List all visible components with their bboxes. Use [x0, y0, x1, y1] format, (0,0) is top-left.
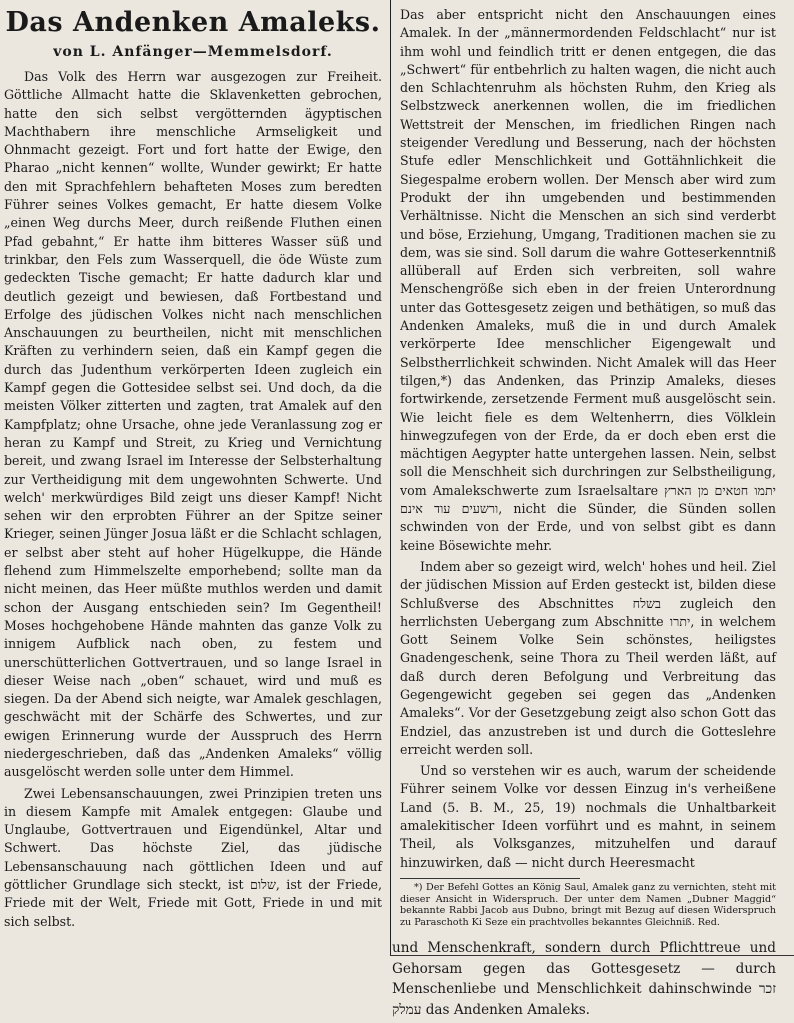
- paragraph: Zwei Lebensanschauungen, zwei Prinzipien treten uns in diesem Kampfe mit Amalek entgegen: Glaube und Unglaube, Gottvertrauen und Eigendünkel, Altar und Schwert. Das höchste Ziel, das jüdische Lebensanschauung nach göttlichen Ideen und auf göttlicher Grundlage sich steckt, ist שלום, ist der Friede, Friede mit der Welt, Friede mit Gott, Friede in und mit sich selbst.: [4, 785, 382, 929]
- article-title: Das Andenken Amaleks.: [5, 7, 381, 38]
- footnote-rule: [400, 878, 580, 879]
- left-column: [4, 6, 382, 931]
- footnote: *) Der Befehl Gottes an König Saul, Amalek ganz zu vernichten, steht mit dieser Ansicht in Widerspruch. Der unter dem Namen „Dubner Maggid“ bekannte Rabbi Jacob aus Dubno, bringt mit Bezug auf diesen Widerspruch zu Paraschoth Ki Seze ein prachtvolles bekanntes Gleichniß. Red.: [400, 881, 776, 928]
- article-continuation: und Menschenkraft, sondern durch Pflichttreue und Gehorsam gegen das Gottesgesetz — durch Menschenliebe und Menschlichkeit dahinschwinde זכר עמלק das Andenken Amaleks.: [392, 940, 776, 1018]
- paragraph: Und so verstehen wir es auch, warum der scheidende Führer seinem Volke vor dessen Einzug in's verheißene Land (5. B. M., 25, 19) nochmals die Unhaltbarkeit amalekitischer Ideen vorführt und es mahnt, in seinem Theil, als Volksganzes, mitzuhelfen und darauf hinzuwirken, daß — nicht durch Heeresmacht: [400, 763, 776, 870]
- paragraph: Das Volk des Herrn war ausgezogen zur Freiheit. Göttliche Allmacht hatte die Sklavenketten gebrochen, hatte den sich selbst vergötternden ägyptischen Machthabern ihre menschliche Armseligkeit und Ohnmacht gezeigt. Fort und fort hatte der Ewige, den Pharao „nicht kennen“ wollte, Wunder gewirkt; Er hatte den mit Sprachfehlern behafteten Moses zum beredten Führer seines Volkes gemacht, Er hatte diesem Volke „einen Weg durchs Meer, durch reißende Fluthen einen Pfad gebahnt,“ Er hatte ihm bitteres Wasser süß und trinkbar, den Fels zum Wasserquell, die öde Wüste zum gedeckten Tische gemacht; Er hatte dadurch klar und deutlich gezeigt und bewiesen, daß Fortbestand und Erfolge des jüdischen Volkes nicht nach menschlichen Anschauungen zu beurtheilen, nicht mit menschlichen Kräften zu verhindern seien, daß ein Kampf gegen die durch das Judenthum verkörperten Ideen zugleich ein Kampf gegen die Gottesidee selbst sei. Und doch, da die meisten Völker zitterten und zagten, trat Amalek auf den Kampfplatz; ohne Ursache, ohne jede Veranlassung zog er heran zu Kampf und Streit, zu Krieg und Vernichtung bereit, und zwang Israel im Interesse der Selbsterhaltung zur Vertheidigung mit dem ungewohnten Schwerte. Und welch' merkwürdiges Bild zeigt uns dieser Kampf! Nicht sehen wir den erprobten Führer an der Spitze seiner Krieger, seinen Jünger Josua läßt er die Schlacht schlagen, er selbst aber steht auf hoher Hügelkuppe, die Hände flehend zum Himmelszelte emporhebend; sollte man da nicht meinen, das Heer müßte muthlos werden und damit schon der Ausgang entschieden sein? Im Gegentheil! Moses hochgehobene Hände mahnten das ganze Volk zu innigem Aufblick nach oben, zu festem und unerschütterlichen Gottvertrauen, und so lange Israel in dieser Weise nach „oben“ schauet, wird und muß es siegen. Da der Abend sich neigte, war Amalek geschlagen, geschwächt mit der Schärfe des Schwertes, und zur ewigen Erinnerung wurde der Ausspruch des Herrn niedergeschrieben, daß das „Andenken Amaleks“ völlig ausgelöscht werden solle unter dem Himmel.: [4, 69, 382, 780]
- paragraph: Das aber entspricht nicht den Anschauungen eines Amalek. In der „männermordenden Feldschlacht“ nur ist ihm wohl und feindlich tritt er denen entgegen, die das „Schwert“ für entbehrlich zu halten wagen, die nicht auch den Schlachtenruhm als höchsten Ruhm, den Krieg als Selbstzweck anerkennen wollen, die im friedlichen Wettstreit der Menschen, im friedlichen Ringen nach steigender Veredlung und Besserung, nach der höchsten Stufe edler Menschlichkeit und Gottähnlichkeit die Siegespalme erobern wollen. Der Mensch aber wird zum Produkt der ihn umgebenden und bestimmenden Verhältnisse. Nicht die Menschen an sich sind verderbt und böse, Erziehung, Umgang, Traditionen machen sie zu dem, was sie sind. Soll darum die wahre Gotteserkenntniß allüberall auf Erden sich verbreiten, soll wahre Menschengröße sich eben in der freien Unterordnung unter das Gottesgesetz zeigen und bethätigen, so muß das Andenken Amaleks, muß die in und durch Amalek verkörperte Idee menschlicher Eigengewalt und Selbstherrlichkeit schwinden. Nicht Amalek will das Heer tilgen,*) das Andenken, das Prinzip Amaleks, dieses fortwirkende, zersetzende Ferment muß ausgelöscht sein. Wie leicht fiele es dem Weltenherrn, dies Völklein hinwegzufegen von der Erde, da er doch eben erst die mächtigen Aegypter hatte untergehen lassen. Nein, selbst soll die Menschheit sich durchringen zur Selbstheiligung, vom Amalekschwerte zum Israelsaltare יתמו חטאים מן הארץ ורשעים עוד אינם, nicht die Sünder, die Sünden sollen schwinden von der Erde, und von selbst gibt es dann keine Bösewichte mehr.: [400, 7, 776, 553]
- right-column: [400, 6, 776, 928]
- paragraph: Indem aber so gezeigt wird, welch' hohes und heil. Ziel der jüdischen Mission auf Erden gesteckt ist, bilden diese Schlußverse des Abschnittes בשלח zugleich den herrlichsten Uebergang zum Abschnitte יתרו, in welchem Gott Seinem Volke Sein schönstes, heiligstes Gnadengeschenk, seine Thora zu Theil werden läßt, auf daß durch deren Befolgung und Verbreitung das Gegengewicht gegeben sei gegen das „Andenken Amaleks“. Vor der Gesetzgebung zeigt also schon Gott das Endziel, das anzustreben ist und durch die Gotteslehre erreicht werden soll.: [400, 558, 776, 757]
- article-byline: von L. Anfänger—Memmelsdorf.: [53, 44, 333, 60]
- column-divider: [390, 0, 391, 955]
